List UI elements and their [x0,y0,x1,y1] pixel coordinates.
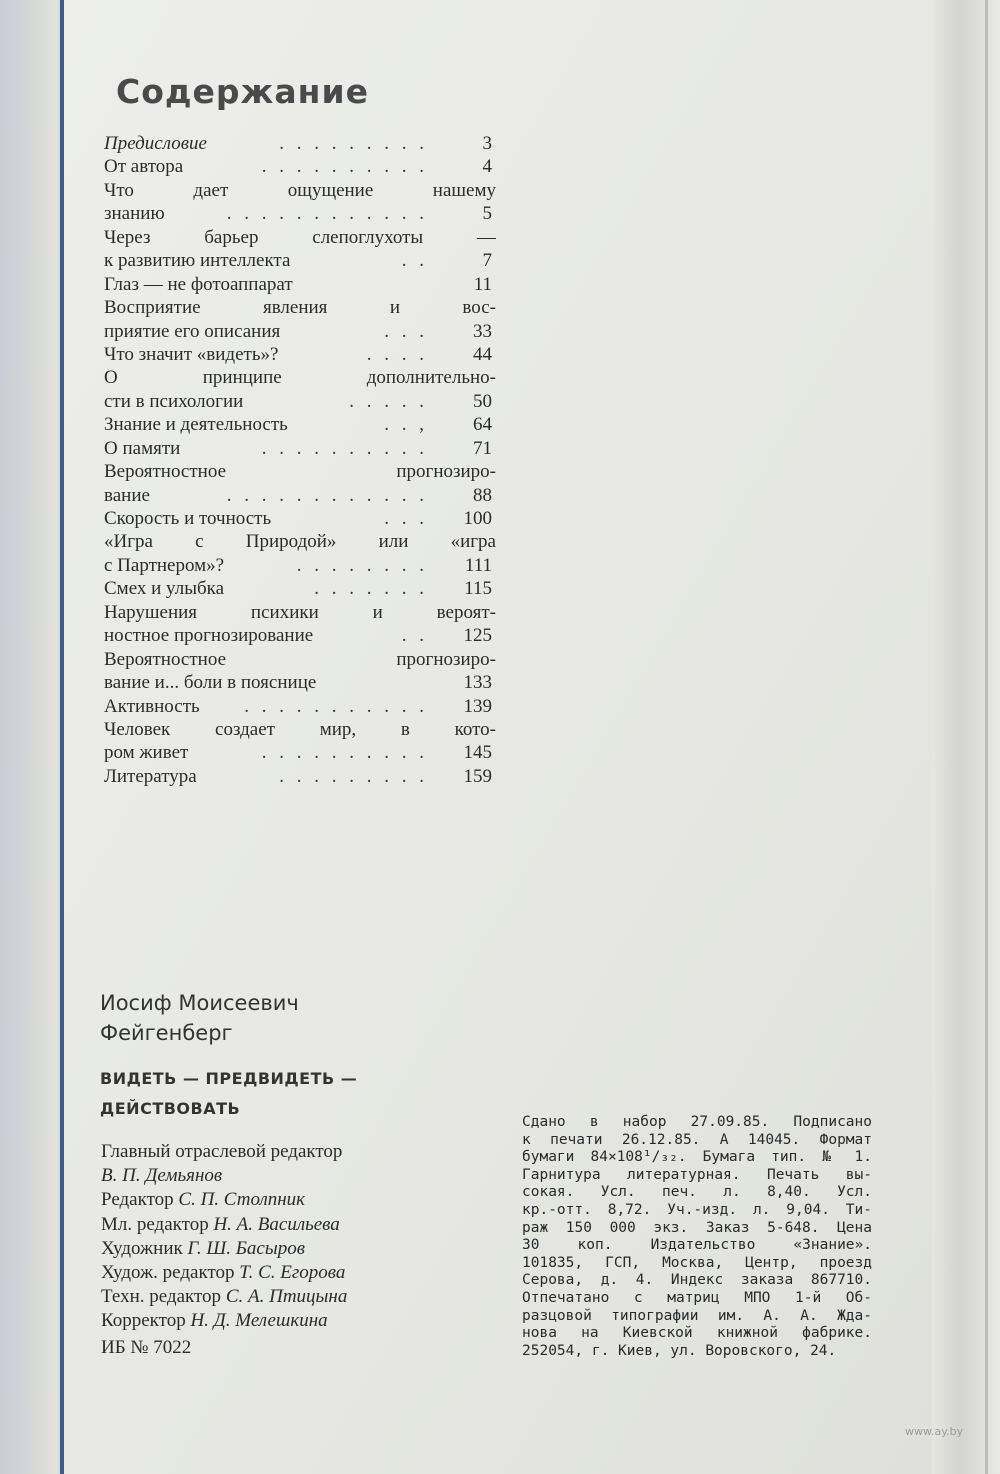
credit-line [101,1285,481,1309]
imprint-line: Гарнитура литературная. Печать вы- [522,1166,872,1183]
imprint-line: бумаги 84×108¹/₃₂. Бумага тип. № 1. [522,1149,872,1166]
credit-line [101,1213,481,1237]
toc-entry-label: Вероятностное прогнозиро- [104,461,496,483]
toc-entry-label: Нарушения психики и вероят- [104,601,496,623]
author-surname: Фейгенберг [100,1021,233,1045]
toc-entry-label: сти в психологии [104,390,244,412]
toc-page-number: 145 [463,742,492,764]
toc-entry-label: От автора [104,156,184,178]
toc-entry [104,741,496,764]
imprint-line: 252054, г. Киев, ул. Воровского, 24. [522,1342,837,1359]
watermark: www.ay.by [905,1425,964,1438]
toc-entry [104,671,496,694]
imprint-line: Сдано в набор 27.09.85. Подписано [522,1114,872,1130]
toc-leader-dots: . . . [384,320,428,342]
toc-page-number: 100 [463,508,492,529]
toc-page-number: 139 [463,695,492,717]
toc-entry-label: ром живет [104,742,189,764]
toc-page-number: 64 [473,414,492,436]
credit-line [101,1237,481,1261]
toc-entry [104,437,496,460]
toc-entry [104,155,496,178]
author-first-names: Иосиф Моисеевич [100,991,299,1015]
toc-page-number: 125 [463,625,492,647]
toc-entry-label: с Партнером»? [104,554,225,576]
book-spine-edge [0,0,58,1474]
toc-entry [104,366,496,389]
toc-entry [104,577,496,600]
credit-person: Т. С. Егорова [239,1262,346,1284]
imprint-block [522,1114,872,1360]
toc-entry [104,530,496,553]
imprint-line: сокая. Усл. печ. л. 8,40. Усл. [522,1184,872,1201]
toc-entry-label: «Игра с Природой» или «игра [104,531,496,553]
toc-entry-label: Знание и деятельность [104,414,288,436]
toc-entry [104,179,496,202]
toc-leader-dots: . . [401,625,428,647]
toc-page-number: 44 [473,343,492,365]
toc-entry-label: Скорость и точность [104,508,272,529]
credit-role: Техн. редактор [101,1286,222,1308]
credit-line [101,1309,481,1333]
credit-role: Художник [101,1237,183,1259]
toc-entry-label: Через барьер слепоглухоты — [104,226,496,248]
toc-entry-label: Глаз — не фотоаппарат [104,273,293,295]
credit-role: Главный отраслевой редактор [101,1141,343,1162]
imprint-line: 101835, ГСП, Москва, Центр, проезд [522,1254,872,1271]
toc-page-number: 111 [464,554,492,576]
credit-line [101,1188,481,1212]
toc-entry-label: Предисловие [104,133,207,154]
toc-leader-dots: . . . . . . . . . . . [244,695,428,717]
toc-entry [104,507,496,530]
toc-entry [104,343,496,366]
toc-entry-label: Литература [104,765,197,787]
imprint-line: кр.-отт. 8,72. Уч.-изд. л. 9,04. Ти- [522,1201,872,1218]
credit-person: С. А. Птицына [225,1286,348,1308]
toc-leader-dots: . . . . . . . [314,578,428,600]
toc-entry-label: Вероятностное прогнозиро- [104,648,496,670]
toc-leader-dots: . . . . . . . . . . [261,156,428,178]
toc-entry [104,624,496,647]
toc-title: Содержание [116,72,369,111]
toc-entry-label: к развитию интеллекта [104,250,291,272]
toc-leader-dots: . . . . [366,343,428,365]
imprint-line: разцовой типографии им. А. А. Жда- [522,1307,872,1324]
toc-entry [104,601,496,624]
credit-person: Г. Ш. Басыров [187,1237,305,1259]
toc-entry-label: Что значит «видеть»? [104,343,279,365]
toc-page-number: 50 [473,390,492,412]
toc-entry-label: ностное прогнозирование [104,625,314,647]
toc-entry-label: Активность [104,695,200,717]
toc-entry [104,765,496,788]
toc-entry [104,132,496,155]
toc-page-number: 88 [473,484,492,506]
toc-entry [104,249,496,272]
toc-entry-label: Человек создает мир, в кото- [104,718,496,740]
toc-page-number: 159 [463,765,492,787]
toc-leader-dots: . . . . . [349,390,428,412]
credit-role: Корректор [101,1310,186,1332]
table-of-contents [104,132,496,788]
toc-entry-label: Что дает ощущение нашему [104,179,496,201]
toc-leader-dots: . . [401,250,428,272]
toc-leader-dots: . . . . . . . . . . [261,437,428,459]
credit-role: Худож. редактор [101,1262,235,1284]
toc-entry-label: Смех и улыбка [104,578,225,600]
credit-person: С. П. Столпник [178,1189,306,1211]
credit-person: Н. Д. Мелешкина [190,1310,328,1332]
credit-line [101,1140,481,1164]
toc-page-number: 3 [482,133,492,154]
imprint-line: к печати 26.12.85. А 14045. Формат [522,1131,872,1148]
toc-page-number: 7 [482,250,492,272]
credit-line [101,1164,481,1188]
toc-entry [104,460,496,483]
toc-leader-dots: . . . . . . . . . . . . [226,484,428,506]
credit-role: Мл. редактор [101,1213,209,1235]
toc-entry-label: знанию [104,203,165,225]
toc-page-number: 33 [473,320,492,342]
toc-entry [104,226,496,249]
page-crease [985,0,988,1474]
credit-person: Н. А. Васильева [213,1213,340,1235]
toc-entry [104,390,496,413]
book-title-line-1: ВИДЕТЬ — ПРЕДВИДЕТЬ — [100,1069,358,1088]
toc-leader-dots: . . . . . . . . . [279,765,428,787]
credit-line [101,1261,481,1285]
toc-leader-dots: . . . . . . . . . [279,133,428,154]
toc-page-number: 115 [464,578,492,600]
ib-number: ИБ № 7022 [101,1337,192,1358]
toc-entry [104,484,496,507]
toc-entry [104,413,496,436]
toc-entry [104,202,496,225]
imprint-line: Серова, д. 4. Индекс заказа 867710. [522,1272,872,1289]
toc-page-number: 5 [482,203,492,225]
book-title-line-2: ДЕЙСТВОВАТЬ [100,1099,241,1118]
toc-entry [104,296,496,319]
imprint-line: нова на Киевской книжной фабрике. [522,1325,872,1342]
toc-leader-dots: . . , [384,414,428,436]
facing-page-edge [932,0,1000,1474]
credit-role: Редактор [101,1189,174,1211]
toc-entry-label: О принципе дополнительно- [104,367,496,389]
imprint-line: 30 коп. Издательство «Знание». [522,1237,872,1254]
toc-entry-label: вание [104,484,150,506]
toc-leader-dots: . . . . . . . . . . . . [226,203,428,225]
toc-entry [104,648,496,671]
toc-entry-label: приятие его описания [104,320,281,342]
author-name [100,988,360,1048]
toc-entry-label: О памяти [104,437,181,459]
editorial-credits [101,1140,481,1334]
toc-page-number: 133 [463,672,492,694]
toc-entry [104,554,496,577]
toc-page-number: 4 [482,156,492,178]
toc-entry-label: Восприятие явления и вос- [104,297,496,319]
toc-leader-dots: . . . . . . . . [296,554,428,576]
toc-page-number: 71 [473,437,492,459]
imprint-line: раж 150 000 экз. Заказ 5-648. Цена [522,1219,872,1236]
imprint-line: Отпечатано с матриц МПО 1-й Об- [522,1289,872,1306]
toc-leader-dots: . . . . . . . . . . [261,742,428,764]
toc-entry [104,718,496,741]
toc-leader-dots: . . . [384,508,428,529]
credit-person: В. П. Демьянов [101,1165,223,1187]
toc-page-number: 11 [473,273,492,295]
toc-entry [104,273,496,296]
toc-entry [104,695,496,718]
book-title [100,1064,430,1124]
toc-entry-label: вание и... боли в пояснице [104,672,317,694]
toc-entry [104,320,496,343]
